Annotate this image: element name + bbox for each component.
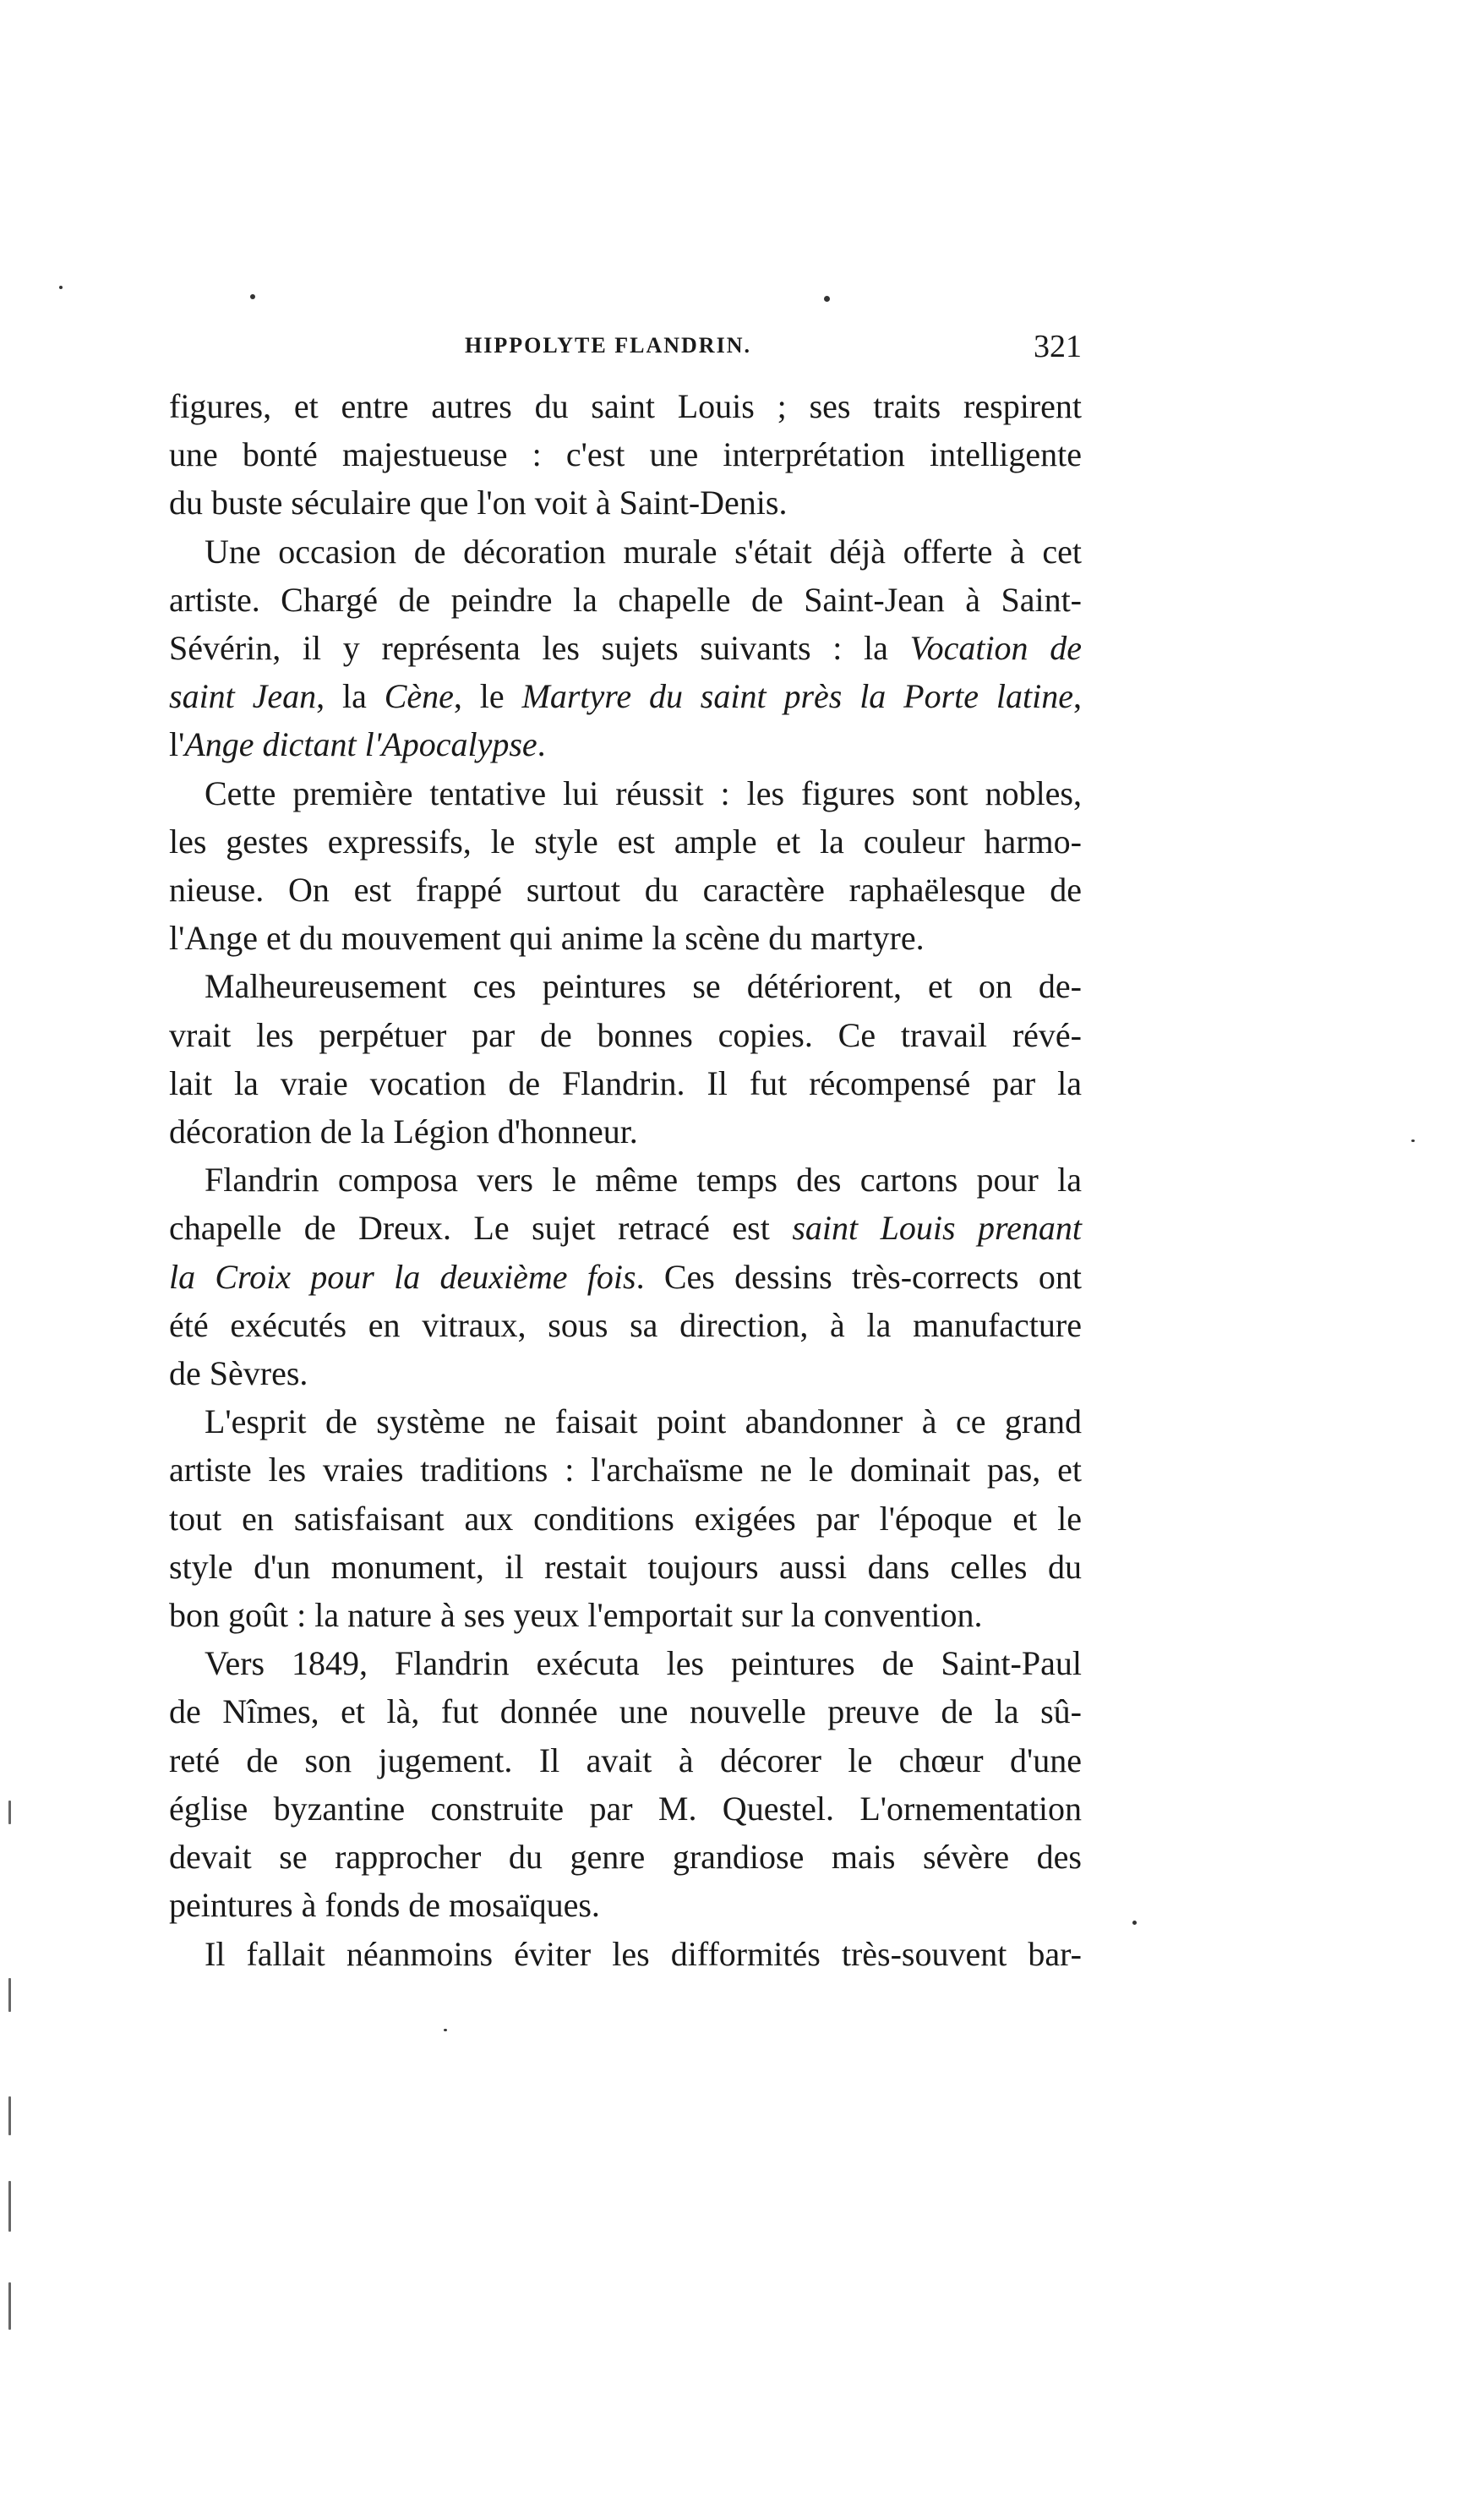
- text-line: décoration de la Légion d'honneur.: [169, 1112, 638, 1151]
- text-line: nieuse. On est frappé surtout du caractère raphaëlesque de: [169, 871, 1082, 910]
- italic-title: Cène: [384, 677, 454, 716]
- page-header: [169, 328, 1082, 370]
- italic-title: saint Louis prenant: [792, 1209, 1082, 1248]
- text-line: l'Ange et du mouvement qui anime la scène du martyre.: [169, 919, 925, 958]
- scan-speck: [8, 2096, 11, 2135]
- text-line: artiste. Chargé de peindre la chapelle de Saint-Jean à Saint-: [169, 580, 1082, 619]
- text-line: chapelle de Dreux. Le sujet retracé est saint Louis prenant: [169, 1209, 1082, 1248]
- text-line: Sévérin, il y représenta les sujets suivants : la Vocation de: [169, 629, 1082, 668]
- text-line: Une occasion de décoration murale s'était déjà offerte à cet: [205, 532, 1082, 571]
- scan-speck: [444, 2029, 447, 2031]
- text-line: Vers 1849, Flandrin exécuta les peintures de Saint-Paul: [205, 1644, 1082, 1683]
- paragraph: [169, 1156, 1082, 1397]
- running-title: HIPPOLYTE FLANDRIN.: [465, 333, 751, 358]
- text-line: une bonté majestueuse : c'est une interprétation intelligente: [169, 435, 1082, 474]
- scan-speck: [824, 296, 830, 302]
- paragraph: [169, 962, 1082, 1156]
- scan-speck: [250, 294, 255, 299]
- text-line: vrait les perpétuer par de bonnes copies. Ce travail révé-: [169, 1015, 1082, 1054]
- text-line: L'esprit de système ne faisait point abandonner à ce grand: [205, 1402, 1082, 1441]
- italic-title: Vocation de: [909, 629, 1082, 668]
- text-line: devait se rapprocher du genre grandiose mais sévère des: [169, 1838, 1082, 1877]
- paragraph: [169, 1639, 1082, 1929]
- paragraph: [169, 527, 1082, 769]
- italic-title: Martyre du saint près la Porte latine: [521, 677, 1073, 716]
- text-line: figures, et entre autres du saint Louis ; ses traits respirent: [169, 387, 1082, 425]
- scan-speck: [59, 286, 63, 289]
- paragraph: [169, 1930, 1082, 1978]
- text-line: du buste séculaire que l'on voit à Saint-Denis.: [169, 484, 788, 522]
- scan-speck: [8, 1978, 11, 2012]
- text-line: artiste les vraies traditions : l'archaïsme ne le dominait pas, et: [169, 1451, 1082, 1489]
- text-line: Flandrin composa vers le même temps des cartons pour la: [205, 1161, 1082, 1200]
- text-line: saint Jean, la Cène, le Martyre du saint près la Porte latine,: [169, 677, 1082, 716]
- paragraph: [169, 382, 1082, 527]
- italic-title: Ange dictant l'Apocalypse: [184, 725, 537, 764]
- text-line: reté de son jugement. Il avait à décorer le chœur d'une: [169, 1741, 1082, 1779]
- text-line: tout en satisfaisant aux conditions exigées par l'époque et le: [169, 1499, 1082, 1538]
- text-line: de Sèvres.: [169, 1354, 308, 1393]
- page-number: 321: [1034, 329, 1082, 364]
- paragraph: [169, 769, 1082, 963]
- scan-speck: [1411, 1139, 1415, 1142]
- text-line: Cette première tentative lui réussit : les figures sont nobles,: [205, 773, 1082, 812]
- text-line: de Nîmes, et là, fut donnée une nouvelle preuve de la sû-: [169, 1692, 1082, 1731]
- text-line: Il fallait néanmoins éviter les difformités très-souvent bar-: [205, 1934, 1082, 1973]
- text-line: été exécutés en vitraux, sous sa direction, à la manufacture: [169, 1305, 1082, 1344]
- text-line: l'Ange dictant l'Apocalypse.: [169, 725, 546, 764]
- text-line: les gestes expressifs, le style est ample et la couleur harmo-: [169, 822, 1082, 861]
- italic-title: saint Jean: [169, 677, 317, 716]
- text-line: la Croix pour la deuxième fois. Ces dessins très-corrects ont: [169, 1257, 1082, 1296]
- text-line: lait la vraie vocation de Flandrin. Il fut récompensé par la: [169, 1063, 1082, 1102]
- text-line: peintures à fonds de mosaïques.: [169, 1886, 600, 1925]
- scan-speck: [8, 2282, 11, 2330]
- text-line: bon goût : la nature à ses yeux l'emportait sur la convention.: [169, 1596, 983, 1635]
- body-text: [169, 382, 1082, 1978]
- paragraph: [169, 1397, 1082, 1639]
- text-line: église byzantine construite par M. Questel. L'ornementation: [169, 1789, 1082, 1828]
- scan-speck: [8, 2181, 11, 2232]
- scan-speck: [1132, 1921, 1137, 1925]
- text-line: style d'un monument, il restait toujours aussi dans celles du: [169, 1547, 1082, 1586]
- scan-speck: [8, 1801, 11, 1824]
- italic-title: la Croix pour la deuxième fois: [169, 1257, 636, 1296]
- text-line: Malheureusement ces peintures se détériorent, et on de-: [205, 967, 1082, 1006]
